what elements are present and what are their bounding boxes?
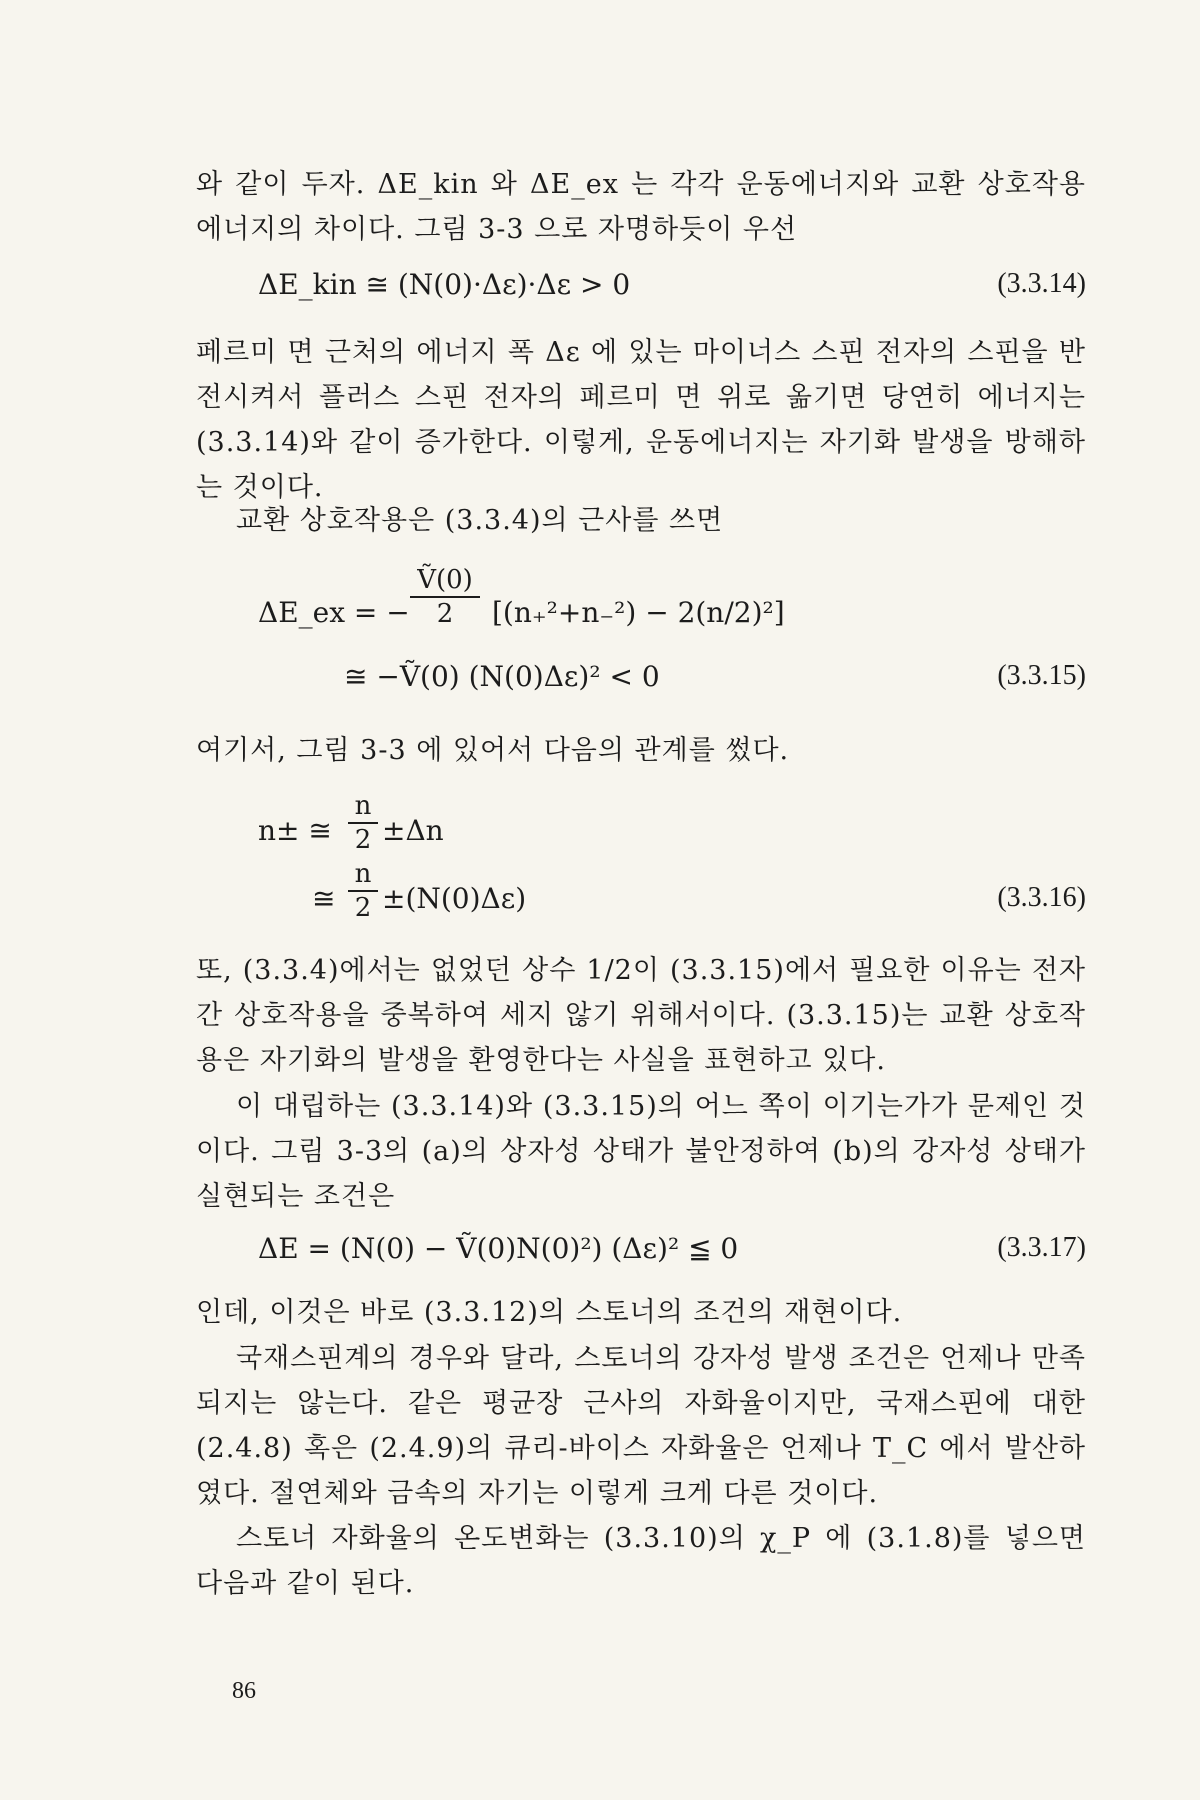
paragraph-7: 인데, 이것은 바로 (3.3.12)의 스토너의 조건의 재현이다. bbox=[196, 1297, 903, 1328]
fraction-denominator: 2 bbox=[348, 890, 378, 924]
equation-3-3-15-line1 bbox=[196, 560, 1086, 660]
fraction-numerator: n bbox=[354, 859, 372, 889]
equation-expression: ΔE = (N(0) − Ṽ(0)N(0)²) (Δε)² ≦ 0 bbox=[258, 1232, 739, 1265]
fraction-v0-over-2 bbox=[410, 564, 480, 630]
equation-3-3-15-line2 bbox=[196, 660, 1086, 708]
equation-lhs: ΔE_ex = − bbox=[258, 596, 410, 629]
paragraph-4: 여기서, 그림 3-3 에 있어서 다음의 관계를 썼다. bbox=[196, 735, 790, 766]
equation-number: (3.3.14) bbox=[997, 268, 1086, 299]
equation-rhs: [(n₊²+n₋²) − 2(n/2)²] bbox=[492, 596, 785, 629]
equation-number: (3.3.17) bbox=[997, 1232, 1086, 1263]
fraction-numerator: n bbox=[354, 791, 372, 821]
fraction-n-over-2 bbox=[348, 858, 378, 924]
paragraph-5: 또, (3.3.4)에서는 없었던 상수 1/2이 (3.3.15)에서 필요한 이유는 전자간 상호작용을 중복하여 세지 않기 위해서이다. (3.3.15)는 교환 상호작용은 자기화의 발생을 환영한다는 사실을 표현하고 있다. bbox=[196, 955, 1086, 1076]
equation-rhs: ±(N(0)Δε) bbox=[382, 882, 527, 915]
equation-number: (3.3.16) bbox=[997, 882, 1086, 913]
equation-rhs: ±Δn bbox=[382, 814, 444, 847]
fraction-denominator: 2 bbox=[348, 822, 378, 856]
equation-3-3-16-line2 bbox=[196, 859, 1086, 932]
equation-3-3-16-line1 bbox=[196, 790, 1086, 860]
equation-lhs: n± ≅ bbox=[258, 814, 332, 847]
fraction-numerator: Ṽ(0) bbox=[417, 565, 473, 595]
equation-expression: ≅ −Ṽ(0) (N(0)Δε)² < 0 bbox=[344, 660, 660, 693]
paragraph-3: 교환 상호작용은 (3.3.4)의 근사를 쓰면 bbox=[236, 505, 724, 536]
paragraph-2: 페르미 면 근처의 에너지 폭 Δε 에 있는 마이너스 스핀 전자의 스핀을 반전시켜서 플러스 스핀 전자의 페르미 면 위로 옮기면 당연히 에너지는 (3.3.14)와 같이 증가한다. 이렇게, 운동에너지는 자기화 발생을 방해하는 것이다. bbox=[196, 337, 1086, 503]
page-number: 86 bbox=[232, 1678, 256, 1704]
fraction-denominator: 2 bbox=[410, 596, 480, 630]
paragraph-1: 와 같이 두자. ΔE_kin 와 ΔE_ex 는 각각 운동에너지와 교환 상호작용 에너지의 차이다. 그림 3-3 으로 자명하듯이 우선 bbox=[196, 169, 1086, 245]
fraction-n-over-2 bbox=[348, 790, 378, 856]
paragraph-9: 스토너 자화율의 온도변화는 (3.3.10)의 χ_P 에 (3.1.8)를 넣으면 다음과 같이 된다. bbox=[196, 1523, 1086, 1599]
equation-expression: ΔE_kin ≅ (N(0)·Δε)·Δε > 0 bbox=[258, 268, 631, 301]
equation-3-3-17 bbox=[196, 1232, 1086, 1280]
equation-number: (3.3.15) bbox=[997, 660, 1086, 691]
equation-lhs: ≅ bbox=[312, 882, 336, 915]
paragraph-6: 이 대립하는 (3.3.14)와 (3.3.15)의 어느 쪽이 이기는가가 문제인 것이다. 그림 3-3의 (a)의 상자성 상태가 불안정하여 (b)의 강자성 상태가 실현되는 조건은 bbox=[196, 1091, 1086, 1212]
equation-3-3-14 bbox=[196, 268, 1086, 316]
paragraph-8: 국재스핀계의 경우와 달라, 스토너의 강자성 발생 조건은 언제나 만족되지는 않는다. 같은 평균장 근사의 자화율이지만, 국재스핀에 대한 (2.4.8) 혹은 (2.4.9)의 큐리-바이스 자화율은 언제나 T_C 에서 발산하였다. 절연체와 금속의 자기는 이렇게 크게 다른 것이다. bbox=[196, 1343, 1086, 1509]
